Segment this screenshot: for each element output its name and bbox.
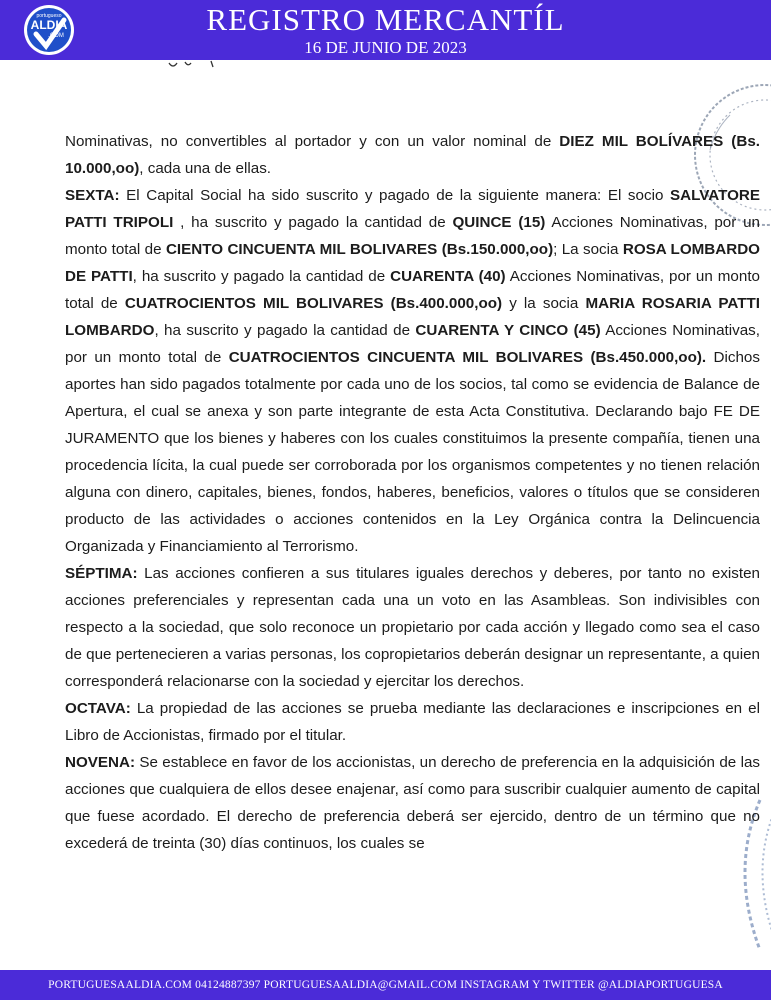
document-body [65, 128, 760, 857]
footer-contact-text: PORTUGUESAALDIA.COM 04124887397 PORTUGUESAALDIA@GMAIL.COM INSTAGRAM Y TWITTER @ALDIAPORTUGUESA [48, 979, 723, 991]
text-run: Las acciones confieren a sus titulares iguales derechos y deberes, por tanto no existen acciones preferenciales y representan cada una un voto en las Asambleas. Son indivisibles con respecto a la sociedad, que solo reconoce un propietario por cada acción y llegado como sea el caso de que pertenecieren a varias personas, los copropietarios deberán designar un representante, a quien corresponderá relacionarse con la sociedad y ejercitar los derechos. [65, 565, 760, 690]
text-run: Acciones Nominativas, por un monto total de [65, 268, 760, 312]
paragraph-octava [65, 695, 760, 749]
header-banner [0, 0, 771, 60]
text-run: , cada una de ellas. [139, 160, 272, 177]
bold-term: QUINCE (15) [452, 214, 546, 231]
text-run: Acciones Nominativas, por un monto total de [65, 214, 761, 258]
bold-term: NOVENA: [65, 754, 136, 771]
text-run: Se establece en favor de los accionistas, un derecho de preferencia en la adquisición de las acciones que cualquiera de ellos desee enajenar, así como para suscribir cualquier aumento de capital que fuese acordado. El derecho de preferencia deberá ser ejercido, dentro de un término que no excederá de treinta (30) días continuos, los cuales se [65, 754, 760, 852]
bold-term: DIEZ MIL BOLÍVARES (Bs. 10.000,oo) [65, 133, 760, 177]
text-run: , ha suscrito y pagado la cantidad de [132, 268, 391, 285]
page-date: 16 DE JUNIO DE 2023 [304, 38, 467, 57]
bold-term: CUARENTA (40) [390, 268, 506, 285]
bold-term: SEXTA: [65, 187, 120, 204]
footer-banner [0, 970, 771, 1000]
text-run: El Capital Social ha sido suscrito y pagado de la siguiente manera: El socio [119, 187, 670, 204]
bold-term: MARIA ROSARIA PATTI LOMBARDO [65, 295, 760, 339]
paragraph-capital-nominal [65, 128, 760, 182]
logo-sub-text: .COM [48, 33, 64, 39]
text-run: Acciones Nominativas, por un monto total de [65, 322, 760, 366]
text-run: ; La socia [553, 241, 623, 258]
text-run: La propiedad de las acciones se prueba mediante las declaraciones e inscripciones en el Libro de Accionistas, firmado por el titular. [65, 700, 760, 744]
paragraph-novena [65, 749, 760, 857]
text-run: y la socia [502, 295, 586, 312]
text-run: Dichos aportes han sido pagados totalmente por cada uno de los socios, tal como se evidencia de Balance de Apertura, el cual se anexa y son parte integrante de esta Acta Constitutiva. Declarando bajo FE DE JURAMENTO que los bienes y haberes con los cuales constituimos la presente compañía, tienen una procedencia lícita, la cual puede ser corroborada por los organismos competentes y no tienen relación alguna con dinero, capitales, bienes, fondos, haberes, beneficios, valores o títulos que se consideren producto de las actividades o acciones contenidos en la Ley Orgánica contra la Delincuencia Organizada y Financiamiento al Terrorismo. [65, 349, 760, 555]
logo-main-text: ALDIA [30, 18, 68, 32]
bold-term: CUATROCIENTOS CINCUENTA MIL BOLIVARES (Bs.450.000,oo). [228, 349, 707, 366]
bold-term: OCTAVA: [65, 700, 131, 717]
bold-term: CIENTO CINCUENTA MIL BOLIVARES (Bs.150.000,oo) [165, 241, 554, 258]
bold-term: SALVATORE PATTI TRIPOLI [65, 187, 760, 231]
text-run: , ha suscrito y pagado la cantidad de [173, 214, 453, 231]
logo-top-text: portugueso [36, 13, 62, 19]
bold-term: SÉPTIMA: [65, 565, 138, 582]
bold-term: ROSA LOMBARDO DE PATTI [65, 241, 760, 285]
text-run: Nominativas, no convertibles al portador y con un valor nominal de [65, 133, 560, 150]
paragraph-sexta [65, 182, 760, 560]
page-title: REGISTRO MERCANTÍL [206, 2, 565, 37]
bold-term: CUATROCIENTOS MIL BOLIVARES (Bs.400.000,oo) [124, 295, 503, 312]
handwriting-mark [165, 57, 235, 69]
text-run: , ha suscrito y pagado la cantidad de [154, 322, 416, 339]
bold-term: CUARENTA Y CINCO (45) [415, 322, 601, 339]
paragraph-septima [65, 560, 760, 695]
